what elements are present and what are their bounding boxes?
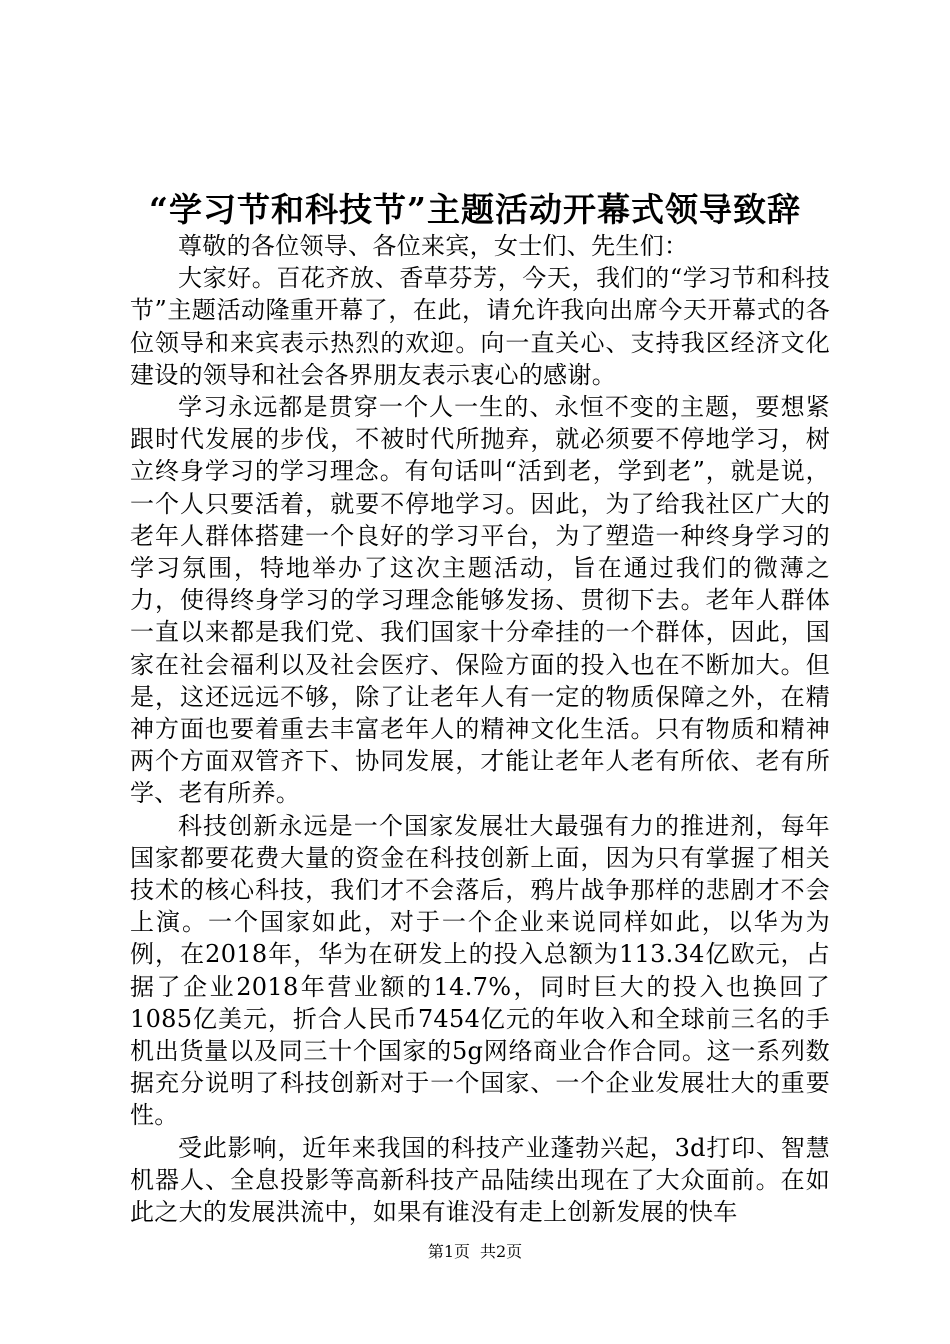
page-number-current: 第1页 [427, 1242, 470, 1261]
document-title: “学习节和科技节”主题活动开幕式领导致辞 [149, 190, 801, 229]
page-footer [0, 1240, 950, 1264]
paragraph-learning: 学习永远都是贯穿一个人一生的、永恒不变的主题，要想紧跟时代发展的步伐，不被时代所抛弃，就必须要不停地学习，树立终身学习的学习理念。有句话叫“活到老，学到老”，就是说，一个人只要活着，就要不停地学习。因此，为了给我社区广大的老年人群体搭建一个良好的学习平台，为了塑造一种终身学习的学习氛围，特地举办了这次主题活动，旨在通过我们的微薄之力，使得终身学习的学习理念能够发扬、贯彻下去。老年人群体一直以来都是我们党、我们国家十分牵挂的一个群体，因此，国家在社会福利以及社会医疗、保险方面的投入也在不断加大。但是，这还远远不够，除了让老年人有一定的物质保障之外，在精神方面也要着重去丰富老年人的精神文化生活。只有物质和精神两个方面双管齐下、协同发展，才能让老年人老有所依、老有所学、老有所养。 [130, 393, 830, 808]
paragraph-innovation: 受此影响，近年来我国的科技产业蓬勃兴起，3d打印、智慧机器人、全息投影等高新科技产品陆续出现在了大众面前。在如此之大的发展洪流中，如果有谁没有走上创新发展的快车 [130, 1133, 830, 1227]
page-number-total: 共2页 [480, 1242, 523, 1261]
paragraph-technology: 科技创新永远是一个国家发展壮大最强有力的推进剂，每年国家都要花费大量的资金在科技创新上面，因为只有掌握了相关技术的核心科技，我们才不会落后，鸦片战争那样的悲剧才不会上演。一个国家如此，对于一个企业来说同样如此，以华为为例，在2018年，华为在研发上的投入总额为113.34亿欧元，占据了企业2018年营业额的14.7%，同时巨大的投入也换回了1085亿美元，折合人民币7454亿元的年收入和全球前三名的手机出货量以及同三十个国家的5g网络商业合作合同。这一系列数据充分说明了科技创新对于一个国家、一个企业发展壮大的重要性。 [130, 811, 830, 1130]
paragraph-salutation: 尊敬的各位领导、各位来宾，女士们、先生们： [178, 232, 689, 260]
paragraph-greeting: 大家好。百花齐放、香草芬芳，今天，我们的“学习节和科技节”主题活动隆重开幕了，在此，请允许我向出席今天开幕式的各位领导和来宾表示热烈的欢迎。向一直关心、支持我区经济文化建设的领导和社会各界朋友表示衷心的感谢。 [130, 264, 830, 389]
document-body [130, 230, 830, 1228]
